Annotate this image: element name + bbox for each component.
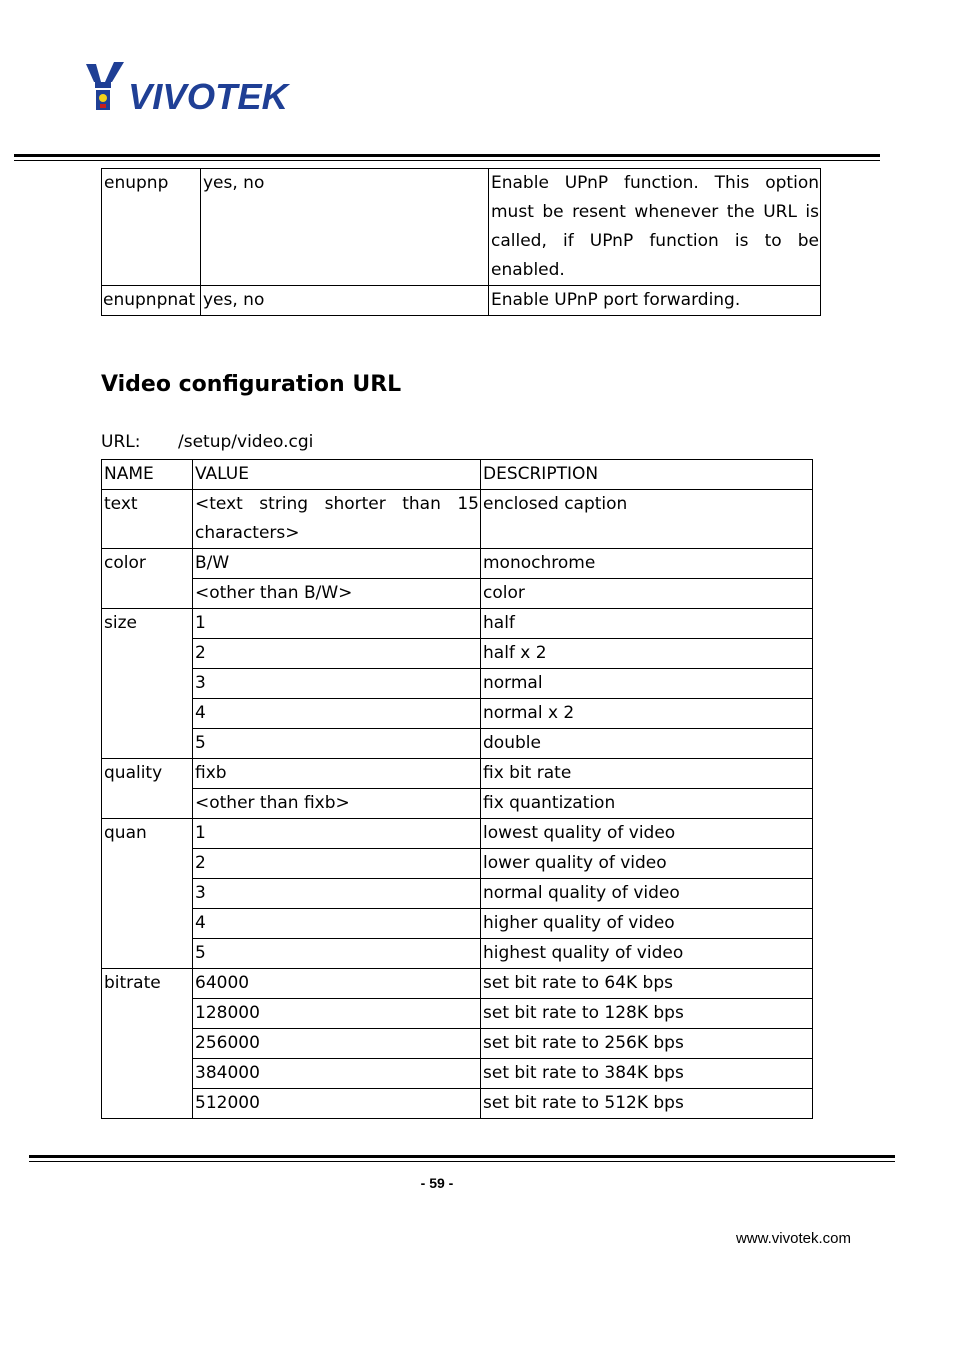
table-row <box>102 1059 813 1089</box>
table-row <box>102 939 813 969</box>
param-value: <other than B/W> <box>193 579 481 609</box>
param-value: <text string shorter than 15 characters> <box>193 490 481 549</box>
param-value: <other than fixb> <box>193 789 481 819</box>
table-header-row <box>102 460 813 490</box>
video-parameter-table <box>101 459 813 1119</box>
param-description: half x 2 <box>481 639 813 669</box>
param-description: Enable UPnP function. This option must be resent whenever the URL is called, if UPnP function is to be enabled. <box>489 169 821 286</box>
table-row <box>102 909 813 939</box>
table-row <box>102 789 813 819</box>
header-rule <box>14 154 880 157</box>
param-description: set bit rate to 128K bps <box>481 999 813 1029</box>
param-description: half <box>481 609 813 639</box>
column-header-value: VALUE <box>193 460 481 490</box>
param-description: fix quantization <box>481 789 813 819</box>
param-description: highest quality of video <box>481 939 813 969</box>
footer-rule-thin <box>29 1161 895 1162</box>
param-value: 384000 <box>193 1059 481 1089</box>
table-row <box>102 969 813 999</box>
param-description: normal <box>481 669 813 699</box>
param-value: 4 <box>193 909 481 939</box>
param-value: 512000 <box>193 1089 481 1119</box>
footer-rule <box>29 1155 895 1158</box>
param-value: 256000 <box>193 1029 481 1059</box>
param-name: bitrate <box>102 969 193 1119</box>
table-row <box>102 609 813 639</box>
vivotek-logo <box>84 60 294 114</box>
param-description: set bit rate to 256K bps <box>481 1029 813 1059</box>
param-description: normal x 2 <box>481 699 813 729</box>
param-value: 2 <box>193 639 481 669</box>
param-description: set bit rate to 384K bps <box>481 1059 813 1089</box>
param-name: quan <box>102 819 193 969</box>
url-line <box>101 432 314 452</box>
param-description: lower quality of video <box>481 849 813 879</box>
table-row <box>102 699 813 729</box>
param-name: text <box>102 490 193 549</box>
param-description: lowest quality of video <box>481 819 813 849</box>
table-row <box>102 639 813 669</box>
param-description: Enable UPnP port forwarding. <box>489 286 821 316</box>
param-name: color <box>102 549 193 609</box>
header-rule-thin <box>14 160 880 161</box>
param-name: size <box>102 609 193 759</box>
param-value: yes, no <box>201 286 489 316</box>
website-url: www.vivotek.com <box>735 1230 851 1247</box>
param-value: 4 <box>193 699 481 729</box>
table-row <box>102 169 821 286</box>
param-name: enupnpnat <box>102 286 201 316</box>
param-value: 128000 <box>193 999 481 1029</box>
url-value: /setup/video.cgi <box>178 432 314 452</box>
section-heading: Video configuration URL <box>101 372 402 397</box>
param-description: fix bit rate <box>481 759 813 789</box>
param-name: enupnp <box>102 169 201 286</box>
table-row <box>102 999 813 1029</box>
param-value: 1 <box>193 819 481 849</box>
param-value: B/W <box>193 549 481 579</box>
param-description: monochrome <box>481 549 813 579</box>
param-value: 2 <box>193 849 481 879</box>
table-row <box>102 549 813 579</box>
table-row <box>102 819 813 849</box>
table-row <box>102 729 813 759</box>
url-label: URL: <box>101 432 141 452</box>
table-row <box>102 849 813 879</box>
table-row <box>102 1029 813 1059</box>
table-row <box>102 490 813 549</box>
param-value: 64000 <box>193 969 481 999</box>
param-value: 1 <box>193 609 481 639</box>
table-row <box>102 879 813 909</box>
column-header-description: DESCRIPTION <box>481 460 813 490</box>
table-row <box>102 286 821 316</box>
column-header-name: NAME <box>102 460 193 490</box>
param-value: 3 <box>193 669 481 699</box>
table-row <box>102 579 813 609</box>
param-name: quality <box>102 759 193 819</box>
param-value: 5 <box>193 939 481 969</box>
param-value: fixb <box>193 759 481 789</box>
param-description: color <box>481 579 813 609</box>
table-row <box>102 759 813 789</box>
param-value: 3 <box>193 879 481 909</box>
param-value: 5 <box>193 729 481 759</box>
param-description: enclosed caption <box>481 490 813 549</box>
param-description: normal quality of video <box>481 879 813 909</box>
param-description: set bit rate to 64K bps <box>481 969 813 999</box>
param-value: yes, no <box>201 169 489 286</box>
param-description: double <box>481 729 813 759</box>
logo-figure-icon <box>86 62 124 110</box>
logo-wordmark: VIVOTEK <box>128 76 292 114</box>
page-number: - 59 - <box>420 1175 454 1191</box>
param-description: set bit rate to 512K bps <box>481 1089 813 1119</box>
table-row <box>102 1089 813 1119</box>
table-row <box>102 669 813 699</box>
param-description: higher quality of video <box>481 909 813 939</box>
upnp-parameter-table <box>101 168 821 316</box>
